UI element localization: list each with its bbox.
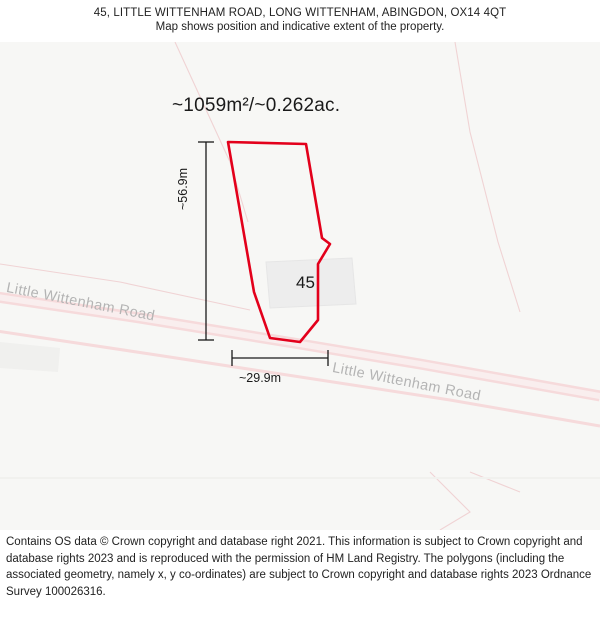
road-label-right: Little Wittenham Road: [330, 360, 483, 405]
property-boundary-polygon: [228, 142, 330, 342]
page-title: 45, LITTLE WITTENHAM ROAD, LONG WITTENHAM, ABINGDON, OX14 4QT: [93, 7, 507, 19]
area-label: ~1059m²/~0.262ac.: [172, 95, 341, 116]
dimension-horizontal-marker: [232, 350, 328, 366]
road-label-left: Little Wittenham Road: [4, 280, 157, 325]
dimension-horizontal-label: ~29.9m: [239, 371, 282, 385]
road-network: [0, 296, 600, 478]
dimension-vertical-label: ~56.9m: [176, 167, 190, 210]
page-header: [0, 0, 600, 42]
dimension-vertical-marker: [198, 142, 214, 340]
page-subtitle: Map shows position and indicative extent of the property.: [155, 21, 445, 33]
map-canvas[interactable]: [0, 42, 600, 530]
house-number-label: 45: [296, 273, 315, 292]
copyright-footer: Contains OS data © Crown copyright and database right 2021. This information is subject to Crown copyright and database rights 2023 and is reproduced with the permission of HM Land Registry. The polygons (including the associated geometry, namely x, y co-ordinates) are subject to Crown copyright and database rights 2023 Ordnance Survey 100026316.: [6, 536, 592, 598]
